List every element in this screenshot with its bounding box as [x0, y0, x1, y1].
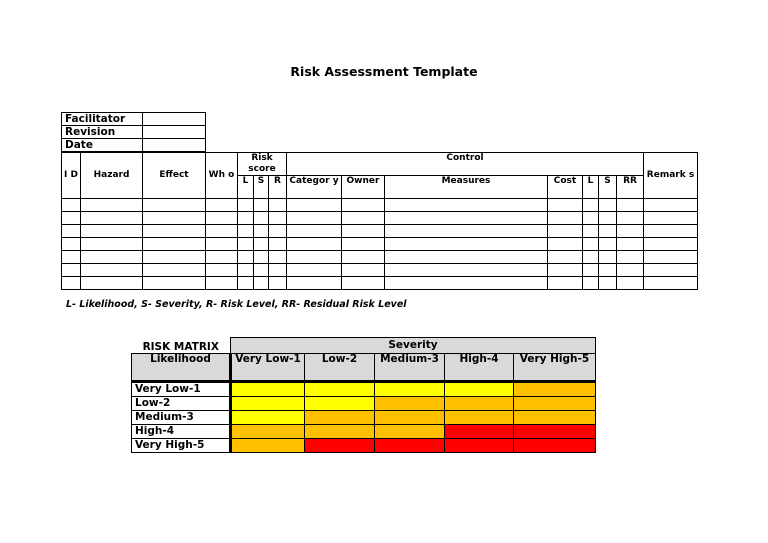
- header-s: S: [254, 176, 269, 199]
- severity-col-header: Medium-3: [375, 354, 445, 382]
- meta-label: Revision: [62, 126, 143, 139]
- table-row: [62, 199, 698, 212]
- header-r: R: [269, 176, 287, 199]
- matrix-cell-orange: [445, 411, 514, 425]
- table-row: [62, 251, 698, 264]
- meta-value[interactable]: [143, 139, 206, 152]
- table-row: [62, 277, 698, 290]
- severity-col-header: Low-2: [305, 354, 375, 382]
- meta-label: Facilitator: [62, 113, 143, 126]
- likelihood-row-label: Very Low-1: [132, 382, 231, 397]
- header-risk-score: Risk score: [238, 153, 287, 176]
- table-row: [62, 225, 698, 238]
- header-control: Control: [287, 153, 644, 176]
- matrix-cell-yellow: [445, 382, 514, 397]
- meta-label: Date: [62, 139, 143, 152]
- header-hazard: Hazard: [81, 153, 143, 199]
- risk-assessment-table: [61, 152, 698, 290]
- likelihood-row-label: Medium-3: [132, 411, 231, 425]
- header-id: I D: [62, 153, 81, 199]
- matrix-cell-orange: [375, 397, 445, 411]
- table-row: [62, 264, 698, 277]
- likelihood-row-label: High-4: [132, 425, 231, 439]
- table-row: [62, 238, 698, 251]
- matrix-cell-orange: [375, 411, 445, 425]
- header-measures: Measures: [385, 176, 548, 199]
- matrix-cell-orange: [514, 411, 596, 425]
- matrix-row: [132, 397, 596, 411]
- matrix-cell-orange: [375, 425, 445, 439]
- meta-value[interactable]: [143, 113, 206, 126]
- matrix-cell-orange: [231, 439, 305, 453]
- header-effect: Effect: [143, 153, 206, 199]
- matrix-cell-orange: [231, 425, 305, 439]
- matrix-title: RISK MATRIX: [142, 341, 219, 353]
- matrix-cell-red: [375, 439, 445, 453]
- severity-col-header: High-4: [445, 354, 514, 382]
- matrix-cell-red: [305, 439, 375, 453]
- likelihood-header: Likelihood: [132, 354, 231, 382]
- risk-matrix: [131, 337, 596, 453]
- severity-col-header: Very High-5: [514, 354, 596, 382]
- header-category: Categor y: [287, 176, 342, 199]
- matrix-cell-orange: [305, 425, 375, 439]
- header-who: Wh o: [206, 153, 238, 199]
- matrix-cell-red: [445, 439, 514, 453]
- header-cost: Cost: [548, 176, 583, 199]
- matrix-cell-yellow: [231, 411, 305, 425]
- likelihood-row-label: Low-2: [132, 397, 231, 411]
- legend-note: L- Likelihood, S- Severity, R- Risk Level, RR- Residual Risk Level: [66, 299, 407, 310]
- matrix-cell-red: [514, 439, 596, 453]
- severity-col-header: Very Low-1: [231, 354, 305, 382]
- likelihood-row-label: Very High-5: [132, 439, 231, 453]
- page-title: Risk Assessment Template: [290, 64, 478, 79]
- meta-value[interactable]: [143, 126, 206, 139]
- header-l: L: [238, 176, 254, 199]
- header-residual-l: L: [583, 176, 599, 199]
- table-row: [62, 212, 698, 225]
- matrix-cell-yellow: [305, 397, 375, 411]
- header-residual-s: S: [599, 176, 617, 199]
- meta-row: [62, 113, 206, 126]
- meta-row: [62, 126, 206, 139]
- meta-table: [61, 112, 206, 152]
- severity-header: Severity: [231, 338, 596, 354]
- matrix-row: [132, 425, 596, 439]
- header-remarks: Remark s: [644, 153, 698, 199]
- matrix-cell-red: [514, 425, 596, 439]
- matrix-row: [132, 382, 596, 397]
- matrix-cell-orange: [514, 397, 596, 411]
- matrix-cell-yellow: [231, 397, 305, 411]
- matrix-cell-orange: [305, 411, 375, 425]
- meta-row: [62, 139, 206, 152]
- matrix-cell-yellow: [305, 382, 375, 397]
- matrix-cell-orange: [445, 397, 514, 411]
- matrix-row: [132, 439, 596, 453]
- header-rr: RR: [617, 176, 644, 199]
- matrix-cell-yellow: [231, 382, 305, 397]
- header-owner: Owner: [342, 176, 385, 199]
- matrix-cell-red: [445, 425, 514, 439]
- matrix-cell-yellow: [375, 382, 445, 397]
- matrix-cell-orange: [514, 382, 596, 397]
- matrix-row: [132, 411, 596, 425]
